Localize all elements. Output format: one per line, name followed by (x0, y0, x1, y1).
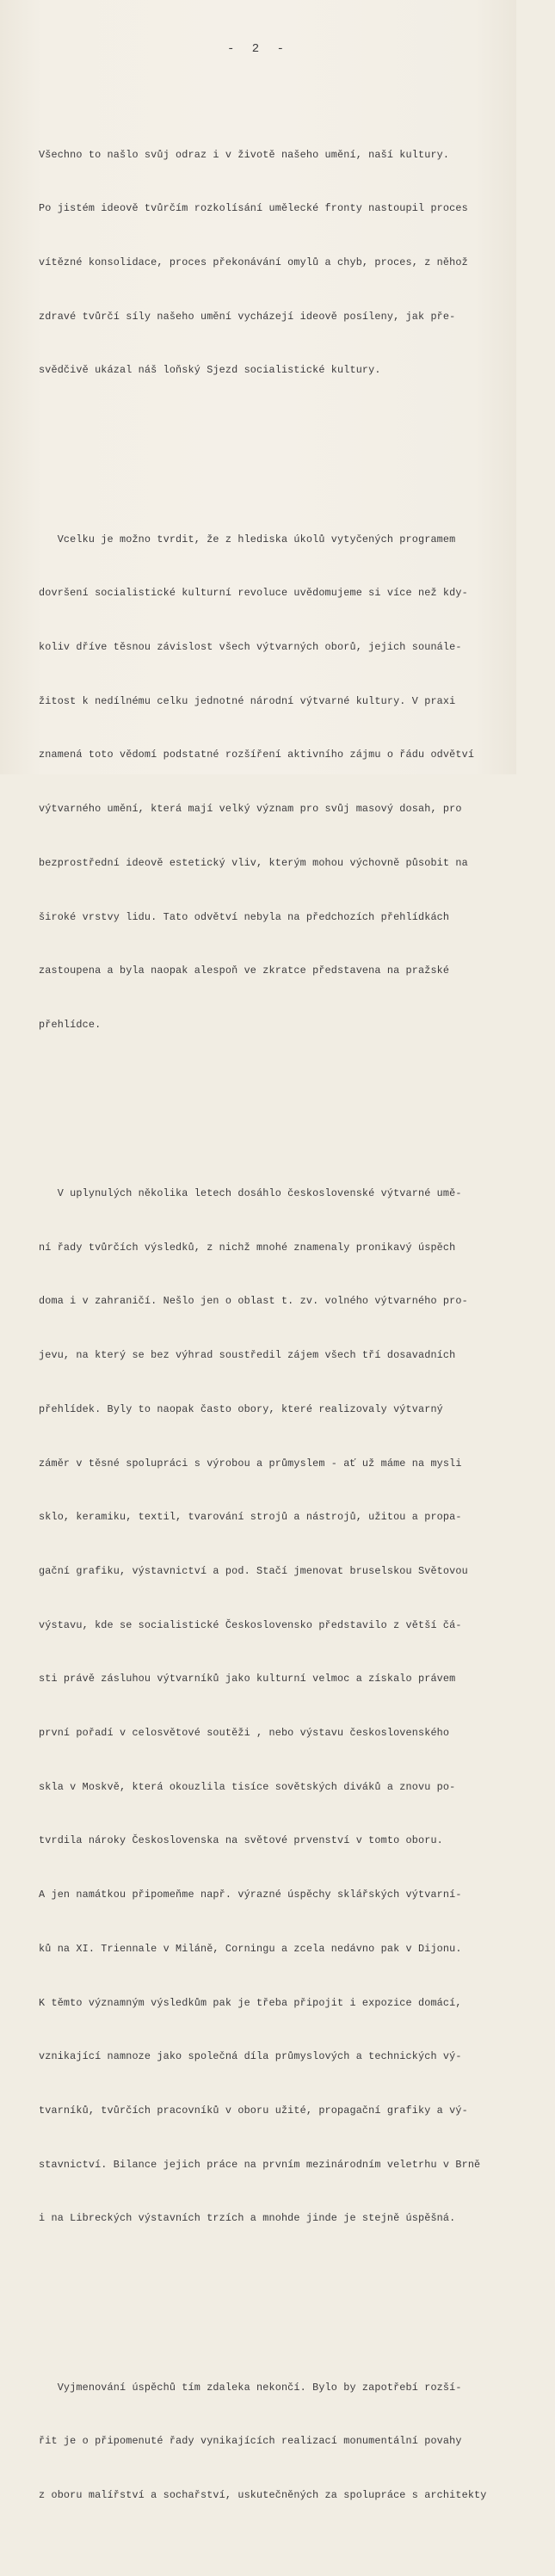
text-line: sklo, keramiku, textil, tvarování strojů a nástrojů, užitou a propa- (39, 1511, 462, 1524)
text-line: svědčivě ukázal náš loňský Sjezd socialistické kultury. (39, 364, 381, 377)
paragraph-gap (39, 452, 555, 459)
text-line: tvrdila nároky Československa na světové prvenství v tomto oboru. (39, 1834, 443, 1847)
body-text (39, 74, 555, 2576)
text-line: znamená toto vědomí podstatné rozšíření aktivního zájmu o řádu odvětví (39, 749, 475, 761)
text-line: Po jistém ideově tvůrčím rozkolísání umělecké fronty nastoupil proces (39, 202, 468, 215)
text-line: A jen namátkou připomeňme např. výrazné úspěchy sklářských výtvarní- (39, 1889, 462, 1901)
text-line: jevu, na který se bez výhrad soustředil zájem všech tří dosavadních (39, 1349, 456, 1362)
paragraph-gap (39, 2300, 555, 2307)
text-line: první pořadí v celosvětové soutěži , nebo výstavu československého (39, 1727, 450, 1740)
text-line: široké vrstvy lidu. Tato odvětví nebyla na předchozích přehlídkách (39, 910, 450, 923)
text-line: řit je o připomenuté řady vynikajících realizací monumentální povahy (39, 2435, 462, 2448)
text-line: stavnictví. Bilance jejich práce na prvním mezinárodním veletrhu v Brně (39, 2158, 481, 2171)
text-line: ků na XI. Triennale v Miláně, Corningu a zcela nedávno pak v Dijonu. (39, 1942, 462, 1955)
text-line: koliv dříve těsnou závislost všech výtvarných oborů, jejich sounále- (39, 640, 462, 653)
text-line: vznikající namnoze jako společná díla průmyslových a technických vý- (39, 2050, 462, 2063)
text-line: Vcelku je možno tvrdit, že z hlediska úkolů vytyčených programem (39, 533, 456, 545)
text-line: K těmto významným výsledkům pak je třeba připojit i expozice domácí, (39, 1996, 462, 2009)
text-line: i na Libreckých výstavních trzích a mnohde jinde je stejně úspěšná. (39, 2212, 456, 2225)
text-line: Vyjmenování úspěchů tím zdaleka nekončí. Bylo by zapotřebí rozší- (39, 2381, 462, 2394)
text-line: záměr v těsné spolupráci s výrobou a průmyslem - ať už máme na mysli (39, 1457, 462, 1470)
text-line: tvarníků, tvůrčích pracovníků v oboru užité, propagační grafiky a vý- (39, 2105, 468, 2117)
text-line: z oboru malířství a sochařství, uskutečněných za spolupráce s architekty (39, 2488, 487, 2501)
text-line: výtvarného umění, která mají velký význam pro svůj masový dosah, pro (39, 803, 462, 816)
text-line: skla v Moskvě, která okouzlila tisíce sovětských diváků a znovu po- (39, 1780, 456, 1793)
text-line: zdravé tvůrčí síly našeho umění vycházejí ideově posíleny, jak pře- (39, 310, 456, 323)
text-line: ní řady tvůrčích výsledků, z nichž mnohé znamenaly pronikavý úspěch (39, 1241, 456, 1254)
paragraph-gap (39, 1106, 555, 1112)
text-line: přehlídek. Byly to naopak často obory, které realizovaly výtvarný (39, 1402, 443, 1415)
paragraph-3 (39, 1149, 555, 2264)
text-line: přehlídce. (39, 1018, 102, 1031)
text-line: bezprostřední ideově estetický vliv, kterým mohou výchovně působit na (39, 856, 468, 869)
text-line: dovršení socialistické kulturní revoluce uvědomujeme si více než kdy- (39, 587, 468, 600)
text-line: doma i v zahraničí. Nešlo jen o oblast t. zv. volného výtvarného pro- (39, 1295, 468, 1308)
text-line: sti právě zásluhou výtvarníků jako kulturní velmoc a získalo právem (39, 1673, 456, 1685)
text-line: Všechno to našlo svůj odraz i v životě našeho umění, naší kultury. (39, 148, 450, 161)
text-line: žitost k nedílnému celku jednotné národní výtvarné kultury. V praxi (39, 694, 456, 707)
text-line: V uplynulých několika letech dosáhlo československé výtvarné umě- (39, 1187, 462, 1200)
text-line: zastoupena a byla naopak alespoň ve zkratce představena na pražské (39, 964, 450, 977)
page-number: - 2 - (226, 42, 289, 56)
paragraph-1 (39, 110, 555, 416)
paragraph-2 (39, 495, 555, 1070)
paragraph-4 (39, 2343, 555, 2541)
text-line: výstavu, kde se socialistické Československo představilo z větší čá- (39, 1618, 462, 1631)
text-line: vítězné konsolidace, proces překonávání omylů a chyb, proces, z něhož (39, 256, 468, 269)
text-line: gační grafiku, výstavnictví a pod. Stačí jmenovat bruselskou Světovou (39, 1564, 468, 1577)
